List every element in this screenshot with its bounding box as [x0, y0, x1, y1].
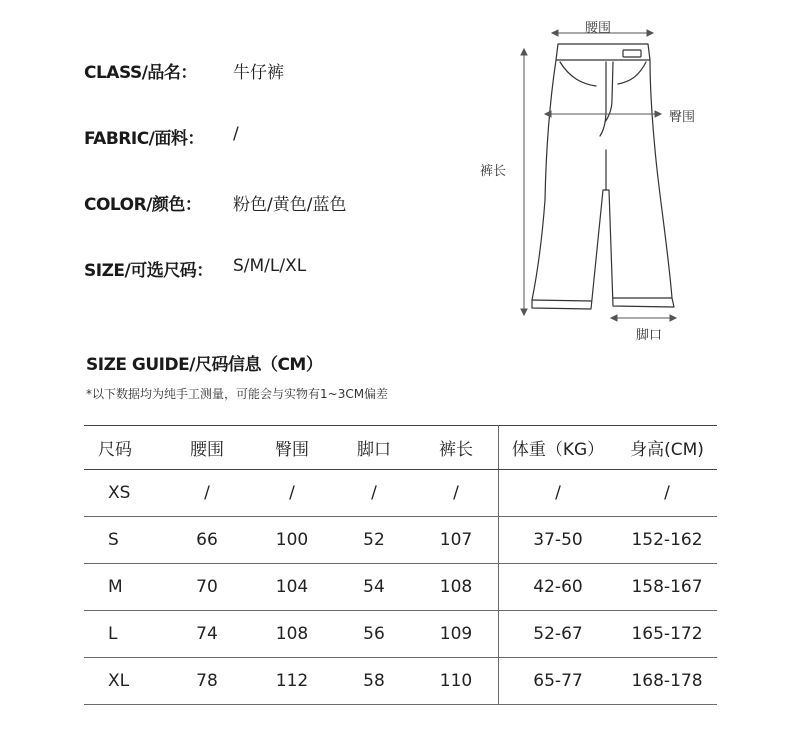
table-cell: 152-162 [617, 517, 717, 564]
size-label: SIZE/可选尺码： [84, 261, 213, 281]
table-cell: / [414, 470, 499, 517]
table-cell: / [164, 470, 250, 517]
table-cell: 78 [164, 658, 250, 705]
size-table [84, 425, 717, 705]
table-cell: M [84, 564, 164, 611]
table-row [84, 517, 717, 564]
color-value: 粉色/黄色/蓝色 [233, 195, 347, 215]
table-cell: 52-67 [499, 611, 618, 658]
table-cell: 70 [164, 564, 250, 611]
header-hip: 臀围 [250, 426, 334, 470]
fabric-label: FABRIC/面料： [84, 129, 204, 149]
table-cell: 100 [250, 517, 334, 564]
waist-dimension-label: 腰围 [585, 21, 612, 36]
table-cell: 65-77 [499, 658, 618, 705]
table-header-row [84, 426, 717, 470]
header-weight: 体重（KG） [499, 426, 618, 470]
length-dimension-label: 裤长 [480, 164, 507, 179]
hem-dimension-label: 脚口 [636, 328, 663, 343]
table-cell: 104 [250, 564, 334, 611]
header-hem: 脚口 [334, 426, 414, 470]
table-cell: 168-178 [617, 658, 717, 705]
header-waist: 腰围 [164, 426, 250, 470]
header-height: 身高(CM) [617, 426, 717, 470]
header-length: 裤长 [414, 426, 499, 470]
table-cell: / [617, 470, 717, 517]
hip-dimension-label: 臀围 [669, 110, 696, 125]
table-cell: 52 [334, 517, 414, 564]
table-row [84, 564, 717, 611]
table-cell: 107 [414, 517, 499, 564]
table-cell: 42-60 [499, 564, 618, 611]
table-cell: 165-172 [617, 611, 717, 658]
table-row [84, 658, 717, 705]
table-cell: 108 [250, 611, 334, 658]
table-cell: 66 [164, 517, 250, 564]
table-cell: 112 [250, 658, 334, 705]
size-guide-note: *以下数据均为纯手工测量，可能会与实物有1~3CM偏差 [86, 387, 389, 401]
size-guide-title: SIZE GUIDE/尺码信息（CM） [86, 355, 323, 375]
table-cell: XL [84, 658, 164, 705]
size-value: S/M/L/XL [233, 256, 307, 276]
class-value: 牛仔裤 [233, 63, 284, 83]
color-label: COLOR/颜色： [84, 195, 202, 215]
table-cell: 54 [334, 564, 414, 611]
table-cell: L [84, 611, 164, 658]
table-cell: 74 [164, 611, 250, 658]
table-cell: 58 [334, 658, 414, 705]
header-size: 尺码 [84, 426, 164, 470]
table-cell: / [250, 470, 334, 517]
table-cell: 56 [334, 611, 414, 658]
table-cell: 109 [414, 611, 499, 658]
table-cell: 108 [414, 564, 499, 611]
class-label: CLASS/品名： [84, 63, 197, 83]
table-cell: 158-167 [617, 564, 717, 611]
table-row [84, 611, 717, 658]
table-row [84, 470, 717, 517]
fabric-value: / [233, 124, 239, 144]
table-cell: S [84, 517, 164, 564]
table-cell: 110 [414, 658, 499, 705]
table-cell: / [334, 470, 414, 517]
pants-diagram [0, 0, 798, 350]
table-cell: / [499, 470, 618, 517]
table-cell: 37-50 [499, 517, 618, 564]
table-cell: XS [84, 470, 164, 517]
